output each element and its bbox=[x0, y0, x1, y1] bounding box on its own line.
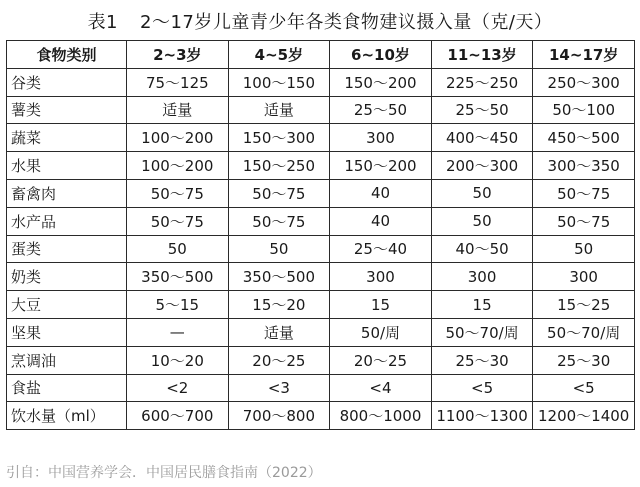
food-category-cell: 饮水量（ml） bbox=[7, 402, 127, 430]
food-category-cell: 蔬菜 bbox=[7, 124, 127, 152]
table-row bbox=[7, 291, 635, 319]
food-category-cell: 水果 bbox=[7, 152, 127, 180]
intake-value-cell: 150～200 bbox=[330, 152, 432, 180]
header-cell: 6~10岁 bbox=[330, 41, 432, 69]
table-row bbox=[7, 124, 635, 152]
food-category-cell: 水产品 bbox=[7, 207, 127, 235]
intake-value-cell: 40～50 bbox=[431, 235, 533, 263]
intake-value-cell: 20～25 bbox=[228, 346, 330, 374]
intake-value-cell: 25～50 bbox=[330, 96, 432, 124]
header-cell: 2~3岁 bbox=[127, 41, 229, 69]
source-note: 引自：中国营养学会．中国居民膳食指南（2022） bbox=[6, 465, 322, 481]
intake-value-cell: 50 bbox=[228, 235, 330, 263]
intake-value-cell: 50/周 bbox=[330, 318, 432, 346]
intake-value-cell: 300 bbox=[330, 263, 432, 291]
food-category-cell: 坚果 bbox=[7, 318, 127, 346]
intake-value-cell: 15～25 bbox=[533, 291, 635, 319]
intake-value-cell: 50～75 bbox=[533, 207, 635, 235]
intake-value-cell: <4 bbox=[330, 374, 432, 402]
intake-value-cell: 250～300 bbox=[533, 68, 635, 96]
intake-value-cell: 50～75 bbox=[127, 179, 229, 207]
intake-value-cell: 200～300 bbox=[431, 152, 533, 180]
intake-value-cell: 50～75 bbox=[228, 179, 330, 207]
intake-value-cell: 50～70/周 bbox=[533, 318, 635, 346]
header-cell: 食物类别 bbox=[7, 41, 127, 69]
food-category-cell: 大豆 bbox=[7, 291, 127, 319]
intake-value-cell: 150～200 bbox=[330, 68, 432, 96]
intake-value-cell: 50～75 bbox=[533, 179, 635, 207]
intake-value-cell: 20～25 bbox=[330, 346, 432, 374]
intake-value-cell: 50 bbox=[533, 235, 635, 263]
table-number: 表1 bbox=[87, 12, 119, 33]
intake-value-cell: 50～70/周 bbox=[431, 318, 533, 346]
table-body bbox=[7, 68, 635, 429]
intake-value-cell: 100～150 bbox=[228, 68, 330, 96]
intake-value-cell: 225～250 bbox=[431, 68, 533, 96]
intake-value-cell: 150～300 bbox=[228, 124, 330, 152]
intake-value-cell: <2 bbox=[127, 374, 229, 402]
intake-value-cell: 100～200 bbox=[127, 152, 229, 180]
intake-value-cell: 适量 bbox=[127, 96, 229, 124]
food-category-cell: 烹调油 bbox=[7, 346, 127, 374]
table-row bbox=[7, 179, 635, 207]
intake-value-cell: <3 bbox=[228, 374, 330, 402]
intake-value-cell: 350～500 bbox=[228, 263, 330, 291]
table-row bbox=[7, 68, 635, 96]
intake-value-cell: 300 bbox=[533, 263, 635, 291]
intake-value-cell: 300 bbox=[431, 263, 533, 291]
intake-value-cell: 700～800 bbox=[228, 402, 330, 430]
intake-value-cell: <5 bbox=[431, 374, 533, 402]
table-row bbox=[7, 318, 635, 346]
intake-value-cell: 50 bbox=[431, 179, 533, 207]
header-cell: 4~5岁 bbox=[228, 41, 330, 69]
food-category-cell: 蛋类 bbox=[7, 235, 127, 263]
intake-value-cell: 25～50 bbox=[431, 96, 533, 124]
intake-value-cell: 100～200 bbox=[127, 124, 229, 152]
intake-value-cell: 800～1000 bbox=[330, 402, 432, 430]
intake-value-cell: 50～75 bbox=[228, 207, 330, 235]
food-intake-table bbox=[6, 40, 635, 430]
table-row bbox=[7, 96, 635, 124]
intake-value-cell: 适量 bbox=[228, 318, 330, 346]
table-row bbox=[7, 235, 635, 263]
intake-value-cell: 50 bbox=[431, 207, 533, 235]
intake-value-cell: 300～350 bbox=[533, 152, 635, 180]
intake-value-cell: 25～40 bbox=[330, 235, 432, 263]
table-row bbox=[7, 207, 635, 235]
food-category-cell: 奶类 bbox=[7, 263, 127, 291]
intake-value-cell: 15～20 bbox=[228, 291, 330, 319]
intake-value-cell: 25～30 bbox=[431, 346, 533, 374]
intake-value-cell: 40 bbox=[330, 179, 432, 207]
intake-value-cell: <5 bbox=[533, 374, 635, 402]
intake-value-cell: 10～20 bbox=[127, 346, 229, 374]
table-row bbox=[7, 346, 635, 374]
table-row bbox=[7, 374, 635, 402]
intake-value-cell: 50～100 bbox=[533, 96, 635, 124]
food-category-cell: 畜禽肉 bbox=[7, 179, 127, 207]
intake-value-cell: 1100～1300 bbox=[431, 402, 533, 430]
table-title bbox=[0, 8, 640, 34]
intake-value-cell: 150～250 bbox=[228, 152, 330, 180]
intake-value-cell: 450～500 bbox=[533, 124, 635, 152]
table-caption: 2～17岁儿童青少年各类食物建议摄入量（克/天） bbox=[140, 12, 553, 33]
header-row bbox=[7, 41, 635, 69]
intake-value-cell: 适量 bbox=[228, 96, 330, 124]
intake-value-cell: 25～30 bbox=[533, 346, 635, 374]
intake-value-cell: 1200～1400 bbox=[533, 402, 635, 430]
food-category-cell: 薯类 bbox=[7, 96, 127, 124]
intake-value-cell: 5～15 bbox=[127, 291, 229, 319]
header-cell: 14~17岁 bbox=[533, 41, 635, 69]
intake-value-cell: — bbox=[127, 318, 229, 346]
table-row bbox=[7, 402, 635, 430]
table-row bbox=[7, 152, 635, 180]
header-cell: 11~13岁 bbox=[431, 41, 533, 69]
intake-value-cell: 75～125 bbox=[127, 68, 229, 96]
intake-value-cell: 600～700 bbox=[127, 402, 229, 430]
food-category-cell: 谷类 bbox=[7, 68, 127, 96]
food-category-cell: 食盐 bbox=[7, 374, 127, 402]
intake-value-cell: 400～450 bbox=[431, 124, 533, 152]
intake-value-cell: 50 bbox=[127, 235, 229, 263]
intake-value-cell: 300 bbox=[330, 124, 432, 152]
intake-value-cell: 50～75 bbox=[127, 207, 229, 235]
intake-value-cell: 350～500 bbox=[127, 263, 229, 291]
intake-value-cell: 40 bbox=[330, 207, 432, 235]
intake-value-cell: 15 bbox=[330, 291, 432, 319]
table-row bbox=[7, 263, 635, 291]
intake-value-cell: 15 bbox=[431, 291, 533, 319]
